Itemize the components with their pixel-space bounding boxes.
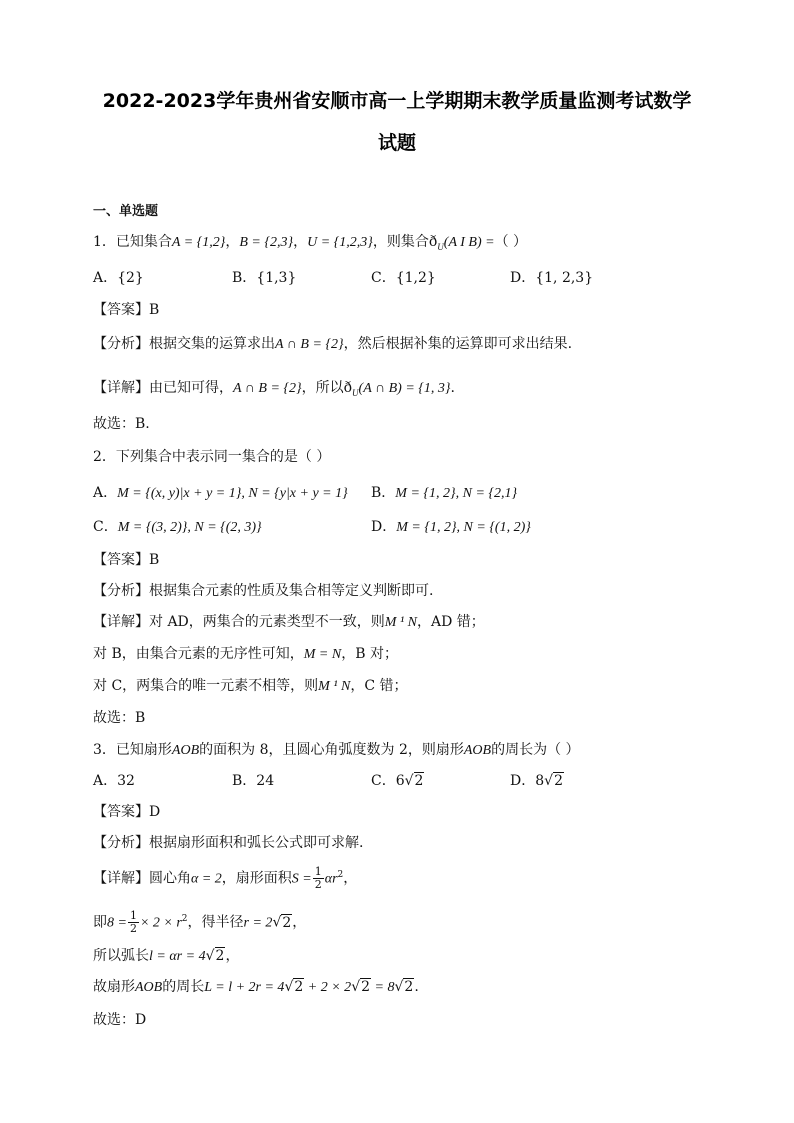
- q3-detail3-pre: 所以弧长: [93, 948, 149, 964]
- q2-detail-line1: [93, 613, 485, 632]
- q3-detail2-r: r = 2: [243, 915, 273, 931]
- q2-detail2-pre: 对 B，由集合元素的无序性可知，: [93, 646, 304, 662]
- q1-set-a: A = {1,2}: [171, 235, 226, 250]
- q3-detail4-aob: AOB: [135, 980, 163, 995]
- q3-option-d-text: D．8: [510, 773, 545, 789]
- q3-detail4-end: .: [414, 979, 419, 995]
- q2-detail3-post: ，C 错；: [350, 678, 408, 694]
- q3-detail2-end: ，: [292, 914, 307, 931]
- q2-option-d-expr: M = {1, 2}, N = {(1, 2)}: [396, 520, 531, 535]
- q1-option-b: B．{1,3}: [232, 270, 297, 286]
- q3-detail2-root: 2: [282, 914, 292, 931]
- q3-detail2-mid: ，得半径: [187, 914, 244, 931]
- q3-detail2-pre: 即: [93, 914, 107, 931]
- q1-analysis-expr: A ∩ B = {2}: [275, 337, 344, 352]
- q3-sector-name-2: AOB: [463, 743, 492, 758]
- analysis-label: 【分析】: [93, 336, 149, 352]
- q2-analysis-text: 根据集合元素的性质及集合相等定义判断即可.: [149, 583, 434, 599]
- q3-detail4-plus: + 2 × 2: [304, 980, 352, 995]
- q1-stem: [93, 233, 527, 256]
- q1-detail-end: .: [450, 380, 455, 396]
- q1-stem-mid: ，则集合: [372, 234, 429, 250]
- q3-stem-pre: 3．已知扇形: [93, 742, 172, 758]
- q3-analysis-text: 根据扇形面积和弧长公式即可求解.: [149, 835, 364, 851]
- q3-detail3-root: 2: [215, 948, 225, 964]
- q2-detail1-expr: M ¹ N: [384, 615, 417, 630]
- detail-label: 【详解】: [93, 870, 149, 887]
- q3-detail4-eq: = 8: [371, 980, 395, 995]
- q1-detail-mid: ，所以: [301, 380, 344, 396]
- q1-complement-symbol: ð: [428, 234, 438, 250]
- q1-option-c: C．{1,2}: [371, 270, 436, 286]
- q2-option-b-expr: M = {1, 2}, N = {2,1}: [395, 486, 518, 501]
- q1-sep1: ，: [225, 234, 240, 250]
- q2-detail3-expr: M ¹ N: [318, 679, 351, 694]
- q1-detail-expr1: A ∩ B = {2}: [233, 381, 302, 396]
- q1-answer-value: B: [149, 302, 160, 318]
- q1-detail-complement-symbol: ð: [343, 380, 353, 396]
- fraction-one-half: [128, 910, 139, 935]
- detail-label: 【详解】: [93, 614, 149, 630]
- sqrt-icon: √: [394, 979, 404, 995]
- q3-detail1-sup: 2: [337, 870, 344, 880]
- q1-stem-expr: (A I B) =: [443, 235, 495, 250]
- fraction-numerator: 1: [314, 865, 322, 879]
- q3-detail1-s: S =: [291, 871, 312, 887]
- fraction-one-half: [313, 866, 324, 891]
- q1-option-a: A．{2}: [93, 270, 144, 286]
- detail-label: 【详解】: [93, 380, 149, 396]
- q3-detail4-root2: 2: [361, 979, 371, 995]
- q3-stem: [93, 741, 580, 760]
- q3-option-c-root: 2: [414, 773, 424, 789]
- q2-detail-line3: [93, 677, 408, 696]
- document-title-line1: 2022-2023学年贵州省安顺市高一上学期期末教学质量监测考试数学: [102, 90, 692, 112]
- q2-option-b: [371, 484, 517, 503]
- q2-detail1-pre: 对 AD，两集合的元素类型不一致，则: [149, 614, 385, 630]
- q3-option-b: B．24: [232, 773, 275, 789]
- q3-detail3-end: ，: [225, 948, 240, 964]
- q1-set-u: U = {1,2,3}: [307, 235, 373, 250]
- q3-answer: [93, 803, 160, 821]
- fraction-denominator: 2: [314, 878, 322, 892]
- q1-detail-sub: U: [352, 387, 359, 398]
- q3-detail2-lhs: 8 =: [107, 915, 127, 931]
- q1-analysis: [93, 335, 572, 354]
- q1-sep2: ，: [293, 234, 308, 250]
- analysis-label: 【分析】: [93, 583, 149, 599]
- q3-detail-line2: [93, 910, 306, 935]
- q3-detail1-mid: ，扇形面积: [221, 870, 292, 887]
- q3-stem-end: 的周长为（ ）: [491, 742, 580, 758]
- sqrt-icon: √: [351, 979, 361, 995]
- q1-analysis-pre: 根据交集的运算求出: [149, 336, 275, 352]
- q2-option-a-label: A．: [93, 485, 118, 501]
- q3-option-a: A．32: [93, 773, 135, 789]
- q3-detail4-expr: L = l + 2r = 4: [204, 980, 285, 995]
- answer-label: 【答案】: [93, 552, 149, 568]
- q3-option-c-text: C．6: [371, 773, 405, 789]
- q3-detail4-root1: 2: [294, 979, 304, 995]
- answer-label: 【答案】: [93, 804, 149, 820]
- q2-detail2-expr: M = N: [303, 647, 342, 662]
- sqrt-icon: √: [404, 773, 414, 789]
- q2-option-d-label: D．: [371, 519, 397, 535]
- q1-conclusion: 故选：B.: [93, 416, 150, 432]
- q3-detail4-root3: 2: [404, 979, 414, 995]
- answer-label: 【答案】: [93, 302, 149, 318]
- q1-complement-sub: U: [437, 241, 444, 252]
- q2-detail2-post: ，B 对；: [341, 646, 398, 662]
- q3-option-c: [371, 772, 424, 790]
- q3-option-d: [510, 772, 564, 790]
- q3-sector-name-1: AOB: [171, 743, 200, 758]
- q2-option-a: [93, 484, 348, 503]
- q1-option-d: D．{1, 2,3}: [510, 270, 594, 286]
- q2-option-c: [93, 518, 262, 537]
- q2-conclusion: 故选：B: [93, 710, 146, 726]
- q3-detail1-tail: αr: [324, 871, 338, 887]
- q3-detail-line4: [93, 978, 419, 997]
- q3-detail1-end: ，: [343, 870, 358, 887]
- q3-detail4-pre: 故扇形: [93, 979, 135, 995]
- q2-detail3-pre: 对 C，两集合的唯一元素不相等，则: [93, 678, 319, 694]
- fraction-numerator: 1: [129, 909, 137, 923]
- sqrt-icon: √: [205, 948, 215, 964]
- q1-stem-prefix: 1．已知集合: [93, 234, 172, 250]
- q2-option-c-label: C．: [93, 519, 118, 535]
- q2-option-a-expr: M = {(x, y)|x + y = 1}, N = {y|x + y = 1}: [117, 486, 348, 501]
- q3-detail2-sup: 2: [181, 914, 188, 924]
- q3-detail3-expr: l = αr = 4: [149, 949, 206, 964]
- q3-stem-mid: 的面积为 8，且圆心角弧度数为 2，则扇形: [199, 742, 464, 758]
- q2-detail-line2: [93, 645, 398, 664]
- q3-detail2-rest: × 2 × r: [139, 915, 182, 931]
- q2-analysis: [93, 582, 433, 600]
- q3-detail4-mid: 的周长: [162, 979, 205, 995]
- q3-detail-line3: [93, 947, 239, 966]
- section-heading: 一、单选题: [93, 204, 159, 219]
- q2-detail1-post: ，AD 错；: [417, 614, 485, 630]
- document-title-line2: 试题: [377, 132, 416, 154]
- analysis-label: 【分析】: [93, 835, 149, 851]
- q2-stem: 2．下列集合中表示同一集合的是（ ）: [93, 449, 331, 465]
- q2-answer-value: B: [149, 552, 160, 568]
- q1-detail-expr3: (A ∩ B) = {1, 3}: [358, 381, 451, 396]
- q1-set-b: B = {2,3}: [239, 235, 294, 250]
- q1-detail-pre: 由已知可得，: [149, 380, 233, 396]
- q3-conclusion: 故选：D: [93, 1012, 147, 1028]
- q1-detail: [93, 379, 455, 402]
- q2-option-d: [371, 518, 531, 537]
- q3-detail1-pre: 圆心角: [149, 870, 191, 887]
- q2-option-b-label: B．: [371, 485, 396, 501]
- sqrt-icon: √: [284, 979, 294, 995]
- q3-detail1-expr: α = 2: [191, 871, 222, 887]
- sqrt-icon: √: [544, 773, 554, 789]
- q2-option-c-expr: M = {(3, 2)}, N = {(2, 3)}: [117, 520, 262, 535]
- q1-stem-end: （ ）: [494, 234, 528, 250]
- q3-answer-value: D: [149, 804, 161, 820]
- q3-option-d-root: 2: [554, 773, 563, 789]
- sqrt-icon: √: [272, 914, 282, 931]
- q1-analysis-post: ，然后根据补集的运算即可求出结果.: [343, 336, 573, 352]
- q1-answer: [93, 301, 159, 319]
- q3-detail-line1: [93, 866, 357, 891]
- fraction-denominator: 2: [129, 922, 137, 936]
- q3-analysis: [93, 834, 363, 852]
- q2-answer: [93, 551, 159, 569]
